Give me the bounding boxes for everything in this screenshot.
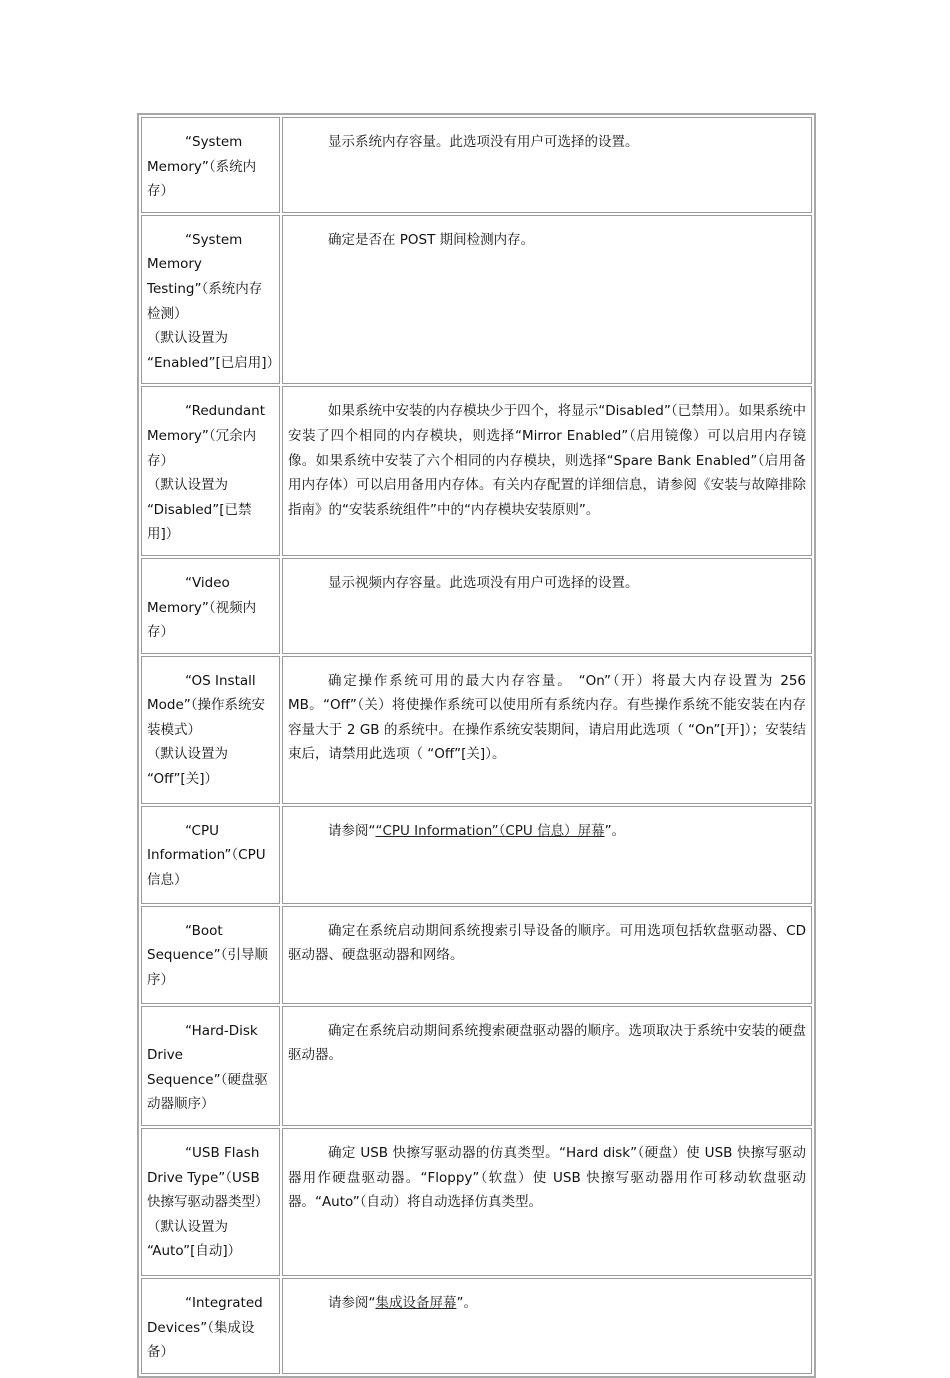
option-name-cell	[141, 806, 280, 904]
option-description	[288, 819, 806, 844]
option-description	[288, 1291, 806, 1316]
option-name-line: Memory Testing”（系统内存检测）	[147, 256, 263, 322]
table-row	[141, 656, 812, 804]
option-name-line: Memory”（冗余内存）	[147, 427, 257, 469]
option-default-line: （默认设置为	[147, 330, 228, 347]
table-row	[141, 558, 812, 654]
option-name-cell	[141, 1278, 280, 1374]
option-name-line: “Redundant	[185, 403, 266, 420]
integrated-devices-screen-link[interactable]: 集成设备屏幕	[375, 1295, 457, 1312]
option-description-cell	[282, 558, 812, 654]
table-row	[141, 1128, 812, 1276]
option-description-cell	[282, 1278, 812, 1374]
option-name-line: Devices”（集成设备）	[147, 1319, 255, 1361]
option-name-cell	[141, 1128, 280, 1276]
option-description-cell	[282, 906, 812, 1004]
option-name-line: “USB Flash	[185, 1145, 260, 1162]
option-name-line: Drive Sequence”（硬盘驱动器顺序）	[147, 1047, 268, 1113]
option-name-cell	[141, 117, 280, 213]
option-name-line: Memory”（视频内存）	[147, 599, 257, 641]
option-default-value: “Disabled”[已禁用]）	[147, 501, 252, 543]
option-name-line: “CPU	[185, 822, 219, 839]
desc-suffix: ”。	[456, 1295, 477, 1312]
option-description-cell	[282, 117, 812, 213]
option-description-cell	[282, 656, 812, 804]
option-name-cell	[141, 558, 280, 654]
option-default-value: “Auto”[自动]）	[147, 1243, 242, 1260]
option-name-line: Memory”（系统内存）	[147, 158, 257, 200]
option-name-cell	[141, 215, 280, 385]
option-name-line: “Video	[185, 574, 230, 591]
option-description-cell	[282, 1006, 812, 1126]
table-row	[141, 906, 812, 1004]
option-description-cell	[282, 806, 812, 904]
option-description: 确定在系统启动期间系统搜索引导设备的顺序。可用选项包括软盘驱动器、CD 驱动器、硬盘驱动器和网络。	[287, 922, 806, 964]
option-name-line: “System	[185, 134, 243, 150]
option-description-cell	[282, 215, 812, 385]
option-description: 确定操作系统可用的最大内存容量。 “On”（开）将最大内存设置为 256 MB。“Off”（关）将使操作系统可以使用所有系统内存。有些操作系统不能安装在内存容量大于 2 GB 的系统中。在操作系统安装期间，请启用此选项（ “On”[开]）；安装结束后，请禁用此选项（ “Off”[关]）。	[287, 672, 806, 763]
option-name-cell	[141, 1006, 280, 1126]
table-row	[141, 386, 812, 556]
option-name-line: “Hard-Disk	[185, 1022, 258, 1039]
option-description: 确定在系统启动期间系统搜索硬盘驱动器的顺序。选项取决于系统中安装的硬盘驱动器。	[287, 1022, 806, 1064]
option-default-value: “Enabled”[已启用]）	[147, 354, 281, 371]
option-name-cell	[141, 656, 280, 804]
option-description: 确定 USB 快擦写驱动器的仿真类型。“Hard disk”（硬盘）使 USB 快擦写驱动器用作硬盘驱动器。“Floppy”（软盘）使 USB 快擦写驱动器用作可移动软盘驱动器。“Auto”（自动）将自动选择仿真类型。	[287, 1145, 806, 1211]
table-row	[141, 117, 812, 213]
option-description: 显示系统内存容量。此选项没有用户可选择的设置。	[327, 134, 639, 150]
option-default-line: （默认设置为	[147, 477, 228, 494]
option-name-cell	[141, 906, 280, 1004]
option-default-line: （默认设置为	[147, 746, 228, 763]
option-default-line: （默认设置为	[147, 1218, 228, 1235]
option-name-line: Information”（CPU 信息）	[147, 847, 266, 888]
option-description: 如果系统中安装的内存模块少于四个，将显示“Disabled”（已禁用）。如果系统中安装了四个相同的内存模块，则选择“Mirror Enabled”（启用镜像）可以启用内存镜像。如果系统中安装了六个相同的内存模块，则选择“Spare Bank Enabled”（启用备用内存体）可以启用备用内存体。有关内存配置的详细信息，请参阅《安装与故障排除指南》的“安装系统组件”中的“内存模块安装原则”。	[287, 403, 806, 518]
table-row	[141, 215, 812, 385]
option-name-cell	[141, 386, 280, 556]
desc-suffix: ”。	[604, 822, 626, 839]
cpu-information-screen-link[interactable]: “CPU Information”（CPU 信息）屏幕	[375, 822, 605, 839]
desc-prefix: 请参阅“	[327, 822, 376, 839]
table-row	[141, 806, 812, 904]
option-name-line: “OS Install	[185, 672, 256, 689]
table-row	[141, 1278, 812, 1374]
option-description: 显示视频内存容量。此选项没有用户可选择的设置。	[327, 574, 639, 591]
option-default-value: “Off”[关]）	[147, 771, 218, 788]
desc-prefix: 请参阅“	[327, 1295, 376, 1312]
option-name-line: “System	[185, 231, 243, 248]
option-name-line: Sequence”（引导顺序）	[147, 947, 268, 988]
option-name-line: “Boot	[185, 922, 223, 939]
option-description-cell	[282, 1128, 812, 1276]
option-name-line: “Integrated	[185, 1295, 263, 1312]
table-row	[141, 1006, 812, 1126]
option-description-cell	[282, 386, 812, 556]
option-name-line: Mode”（操作系统安装模式）	[147, 697, 266, 738]
option-description: 确定是否在 POST 期间检测内存。	[327, 231, 535, 248]
option-name-line: Drive Type”（USB 快擦写驱动器类型）	[147, 1169, 269, 1211]
bios-options-table	[137, 113, 816, 1378]
